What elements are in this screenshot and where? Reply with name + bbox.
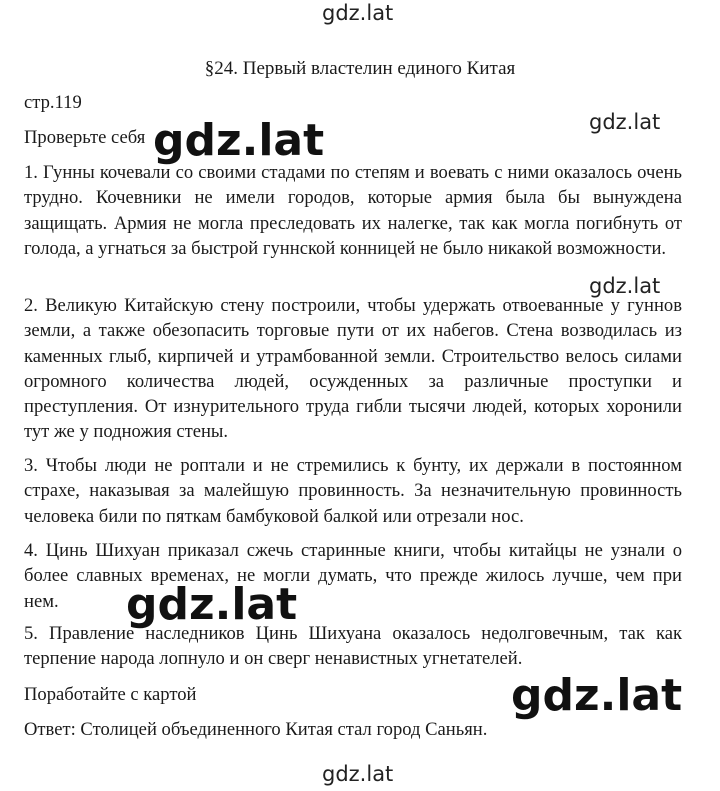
answer-paragraph-5: 5. Правление наследников Цинь Шихуана оказалось недолговечным, так как терпение народа лопнуло и он сверг ненавистных угнетателей. [24,623,682,670]
answer-paragraph-2: 2. Великую Китайскую стену построили, чтобы удержать отвоеванные у гуннов земли, а также обезопасить торговые пути от их набегов. Стена возводилась из каменных глыб, кирпичей и утрамбованной земли. Строительство велось силами огромного количества людей, осужденных за различные проступки и преступления. От изнурительного труда гибли тысячи людей, которых хоронили тут же у подножия стены. [24,295,682,443]
section-heading-map: Поработайте с картой [24,684,197,705]
watermark: gdz.lat [322,762,394,786]
section-heading-check: Проверьте себя [24,127,146,148]
watermark: gdz.lat [153,115,325,166]
answer-paragraph-4: 4. Цинь Шихуан приказал сжечь старинные книги, чтобы китайцы не узнали о более славных временах, не могли думать, что прежде жилось лучше, чем при нем. [24,540,682,612]
answer-paragraph-1: 1. Гунны кочевали со своими стадами по степям и воевать с ними оказалось очень трудно. Кочевники не имели городов, которые армия была бы вынуждена защищать. Армия не могла преследовать их налегке, так как могла погибнуть от голода, а угнаться за быстрой гуннской конницей не было никакой возможности. [24,162,682,259]
watermark: gdz.lat [322,1,394,25]
page-reference: стр.119 [24,92,82,113]
watermark: gdz.lat [126,579,298,630]
page-title: §24. Первый властелин единого Китая [204,58,516,79]
watermark: gdz.lat [511,670,683,721]
watermark: gdz.lat [589,274,661,298]
map-answer: Ответ: Столицей объединенного Китая стал город Саньян. [24,719,488,740]
watermark: gdz.lat [589,110,661,134]
answer-paragraph-3: 3. Чтобы люди не роптали и не стремились к бунту, их держали в постоянном страхе, наказывая за малейшую провинность. За незначительную провинность человека били по пяткам бамбуковой балкой или отрезали нос. [24,455,682,527]
